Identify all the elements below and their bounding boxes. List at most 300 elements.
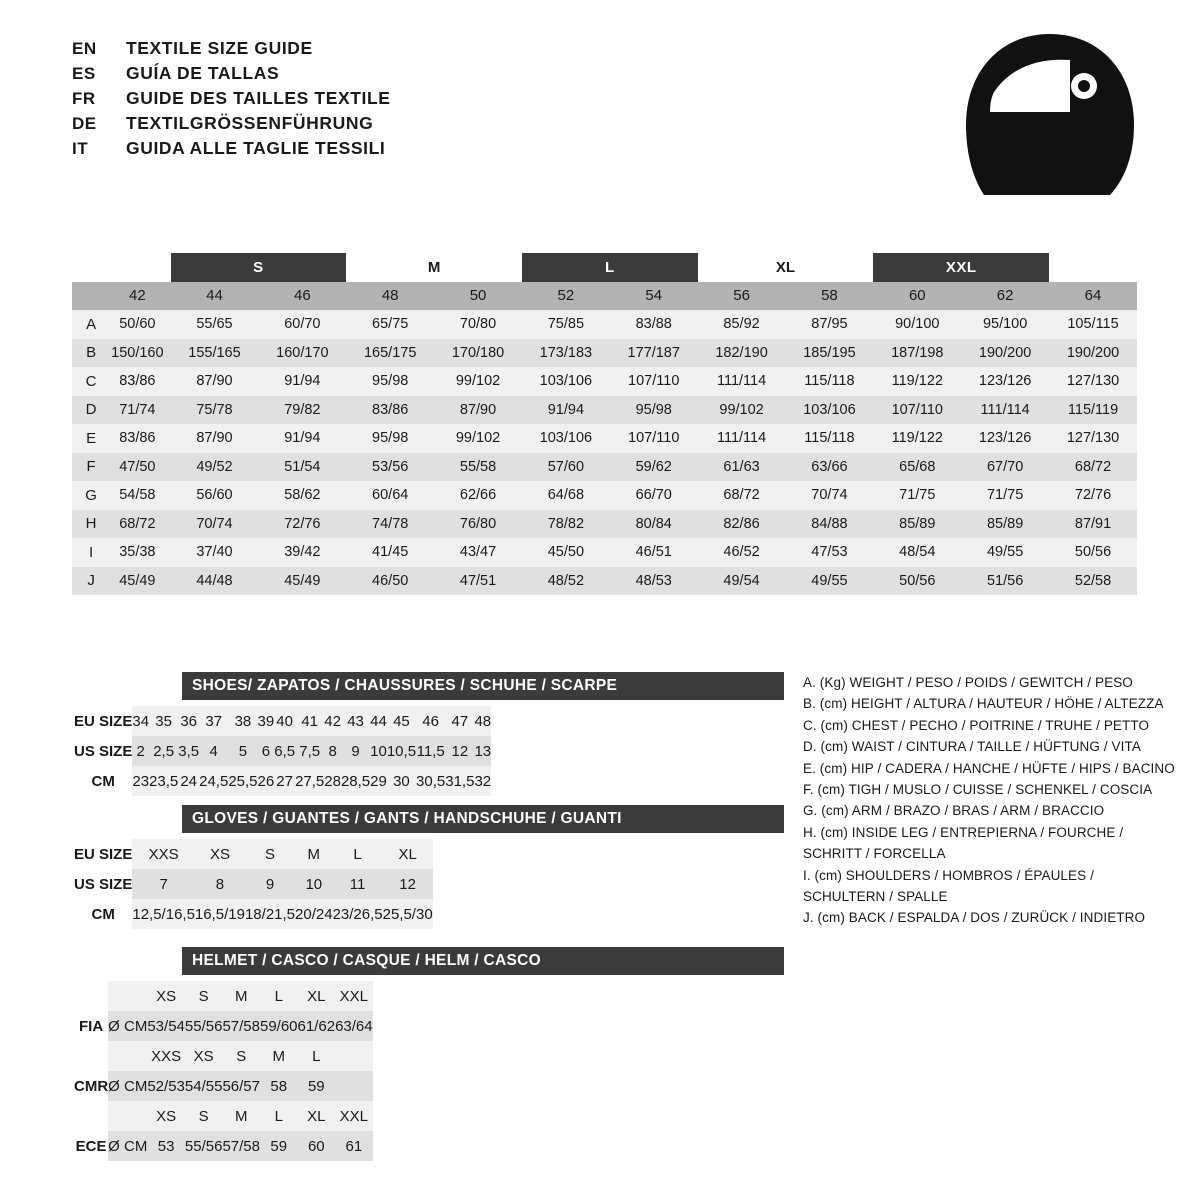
row-label-a: A	[86, 315, 97, 333]
cell: 7	[159, 875, 168, 893]
cell: 107/110	[891, 401, 943, 418]
cell: 25,5/30	[382, 905, 433, 923]
textile-size-table	[72, 253, 1137, 595]
size-col-64: 64	[1049, 282, 1137, 311]
shoes-row-label-cm: CM	[72, 766, 132, 796]
cell: 24,5	[199, 772, 229, 790]
cell: 43	[347, 712, 364, 730]
cell: 18/21,5	[244, 905, 296, 923]
cell: 70/74	[811, 487, 848, 504]
table-row	[72, 510, 1137, 539]
cell: 51/56	[986, 572, 1024, 589]
cell: 103/106	[803, 401, 856, 418]
cell: 55/56	[184, 1017, 223, 1035]
lang-code-de: DE	[72, 114, 97, 133]
cell: 187/198	[891, 344, 944, 361]
cell: 115/118	[804, 373, 855, 390]
cell: 35/38	[119, 544, 156, 561]
cell: 30,5	[416, 772, 446, 790]
cell: M	[307, 845, 321, 863]
header-row-fr	[72, 88, 391, 113]
header-title-it: GUIDA ALLE TAGLIE TESSILI	[126, 138, 386, 158]
cell: 177/187	[627, 344, 680, 361]
cell: 38	[234, 712, 252, 730]
cell: 60/70	[284, 316, 321, 333]
cell: 10,5	[386, 742, 417, 760]
cell: XS	[156, 987, 177, 1005]
cell: 57/60	[547, 458, 585, 475]
cell: 173/183	[539, 344, 593, 361]
cell: 74/78	[372, 515, 409, 532]
cell: 39	[257, 712, 275, 730]
legend-line-b: B. (cm) HEIGHT / ALTURA / HAUTEUR / HÖHE / ALTEZZA	[803, 696, 1164, 712]
table-row	[72, 869, 433, 899]
header-title-de: TEXTILGRÖSSENFÜHRUNG	[126, 113, 374, 133]
cell: 24	[180, 772, 198, 790]
cell: XXL	[339, 987, 369, 1005]
cell: 65/68	[899, 458, 936, 475]
cell: 105/115	[1067, 316, 1119, 333]
size-col-50: 50	[434, 282, 522, 311]
cell: 71/75	[899, 487, 936, 504]
cell: L	[274, 987, 283, 1005]
cell: 27	[276, 772, 293, 790]
cell: 59/62	[635, 458, 672, 475]
cell: 53/54	[147, 1017, 185, 1035]
cell: 190/200	[978, 344, 1032, 361]
cell: 8	[328, 742, 337, 760]
band-xl: XL	[698, 253, 874, 282]
header-row-es	[72, 63, 391, 88]
cell: 107/110	[628, 373, 680, 390]
cell: 61	[345, 1137, 363, 1155]
cell: 61/62	[297, 1017, 336, 1035]
cell: 70/80	[459, 316, 497, 333]
cell: 10	[370, 742, 387, 760]
table-row	[72, 424, 1137, 453]
cell: XL	[307, 1107, 326, 1125]
cell: 103/106	[539, 430, 593, 447]
legend-line-a: A. (Kg) WEIGHT / PESO / POIDS / GEWITCH / PESO	[803, 675, 1133, 690]
cell: 45/50	[547, 544, 585, 561]
header-row-en	[72, 38, 391, 63]
lang-code-es: ES	[72, 64, 96, 83]
cell: 46/51	[635, 544, 672, 561]
cell: 30	[393, 772, 410, 790]
cell: 85/92	[723, 316, 760, 333]
band-m: M	[346, 253, 522, 282]
cell: 75/85	[547, 316, 585, 333]
cell: 103/106	[539, 373, 593, 390]
cell: 48/53	[635, 572, 672, 589]
helmet-icon	[960, 30, 1140, 205]
size-band-row	[72, 253, 1137, 282]
cell: L	[353, 845, 362, 863]
cell: 16,5/19	[194, 905, 245, 923]
cell: 50/60	[119, 316, 156, 333]
shoes-row-label-us: US SIZE	[72, 736, 132, 766]
cell: 115/118	[804, 430, 855, 447]
cell: 46/50	[372, 572, 409, 589]
cell: 37	[205, 712, 223, 730]
size-col-48: 48	[346, 282, 434, 311]
cell: 63/66	[811, 458, 848, 475]
shoes-row-label-eu: EU SIZE	[72, 706, 132, 736]
cell: 72/76	[1074, 487, 1112, 504]
cell: 165/175	[363, 344, 417, 361]
cell: 99/102	[719, 401, 764, 418]
legend-line-h-cont: SCHRITT / FORCELLA	[803, 846, 946, 862]
row-label-j: J	[87, 572, 95, 590]
header-row-it	[72, 138, 391, 163]
row-label-i: I	[88, 543, 94, 561]
band-xxl: XXL	[873, 253, 1049, 282]
header	[72, 38, 391, 163]
cell: 67/70	[986, 458, 1024, 475]
cell: 115/119	[1067, 401, 1119, 418]
table-row	[72, 396, 1137, 425]
legend-line-i: I. (cm) SHOULDERS / HOMBROS / ÉPAULES /	[803, 867, 1094, 883]
table-row	[72, 481, 1137, 510]
cell: 87/90	[196, 373, 233, 390]
cell: 85/89	[899, 515, 936, 532]
cell: 23	[132, 772, 150, 790]
table-row	[72, 367, 1137, 396]
cell: S	[198, 987, 209, 1005]
cell: 23,5	[149, 772, 179, 790]
cell: 70/74	[196, 515, 233, 532]
cell: 52/53	[147, 1077, 185, 1095]
cell: 41/45	[372, 544, 409, 561]
header-row-de	[72, 113, 391, 138]
cell: L	[274, 1107, 283, 1125]
cell: 56/60	[196, 487, 233, 504]
cell: 29	[370, 772, 387, 790]
cell: 2	[136, 742, 145, 760]
table-row	[72, 453, 1137, 482]
cell: 68/72	[1074, 458, 1112, 475]
header-title-es: GUÍA DE TALLAS	[126, 63, 280, 83]
cell: M	[234, 987, 248, 1005]
cell: 60/64	[372, 487, 409, 504]
cell: 87/91	[1074, 515, 1112, 532]
table-row	[72, 899, 433, 929]
cell: 49/54	[723, 572, 760, 589]
cell: 84/88	[811, 515, 848, 532]
cell: 12	[399, 875, 416, 893]
cell: 182/190	[715, 344, 768, 361]
gloves-row-label-us: US SIZE	[72, 869, 132, 899]
helmet-row-label-ece: ECE	[72, 1131, 108, 1161]
cell: S	[198, 1107, 209, 1125]
row-label-e: E	[86, 429, 97, 447]
table-row	[72, 706, 491, 736]
table-row	[72, 1131, 373, 1161]
cell: 82/86	[723, 515, 760, 532]
band-blank-42	[104, 253, 170, 282]
table-row	[72, 1011, 373, 1041]
shoes-table	[72, 706, 491, 796]
size-col-44: 44	[171, 282, 259, 311]
row-label-d: D	[85, 401, 97, 419]
cell: 150/160	[111, 344, 164, 361]
cell: Ø CM	[108, 1017, 148, 1035]
cell: 119/122	[891, 373, 943, 390]
cell: 48/52	[547, 572, 585, 589]
cell: 48/54	[899, 544, 936, 561]
cell: 111/114	[716, 373, 767, 390]
cell: 54/55	[184, 1077, 223, 1095]
cell: 48	[474, 712, 492, 730]
cell: 79/82	[284, 401, 321, 418]
cell: 7,5	[299, 742, 321, 760]
table-row	[72, 766, 491, 796]
header-title-en: TEXTILE SIZE GUIDE	[126, 38, 313, 58]
cell: 127/130	[1066, 373, 1120, 390]
cell: 59/60	[259, 1017, 298, 1035]
cell: 55/58	[459, 458, 497, 475]
cell: 60	[307, 1137, 325, 1155]
cell: 55/56	[184, 1137, 223, 1155]
cell: 47/50	[119, 458, 156, 475]
cell: 95/98	[372, 373, 409, 390]
legend-line-c: C. (cm) CHEST / PECHO / POITRINE / TRUHE / PETTO	[803, 717, 1150, 733]
cell: 9	[265, 875, 275, 893]
cell: XL	[398, 845, 417, 863]
cell: 66/70	[635, 487, 672, 504]
cell: 68/72	[119, 515, 156, 532]
size-col-54: 54	[610, 282, 698, 311]
cell: 26	[257, 772, 275, 790]
cell: 58/62	[284, 487, 321, 504]
cell: 25,5	[228, 772, 258, 790]
cell: XS	[193, 1047, 214, 1065]
gloves-row-label-eu: EU SIZE	[72, 839, 132, 869]
cell: 47/51	[459, 572, 497, 589]
row-label-b: B	[86, 344, 97, 362]
cell: 34	[132, 712, 150, 730]
cell: 5	[238, 742, 248, 760]
cell: 57/58	[222, 1017, 260, 1035]
band-l: L	[522, 253, 698, 282]
cell: 78/82	[547, 515, 585, 532]
row-label-c: C	[85, 372, 97, 390]
cell: 12	[451, 742, 469, 760]
cell: XL	[307, 987, 326, 1005]
cell: 83/88	[635, 316, 672, 333]
cell: 95/98	[372, 430, 409, 447]
cell: 52/58	[1074, 572, 1112, 589]
row-label-g: G	[85, 486, 97, 504]
legend-line-f: F. (cm) TIGH / MUSLO / CUISSE / SCHENKEL / COSCIA	[803, 782, 1153, 798]
helmet-table	[72, 981, 373, 1161]
table-row	[72, 1041, 373, 1071]
legend-line-j: J. (cm) BACK / ESPALDA / DOS / ZURÜCK / INDIETRO	[803, 910, 1146, 926]
cell: 87/90	[459, 401, 497, 418]
cell: 91/94	[284, 373, 321, 390]
cell: 56/57	[222, 1077, 260, 1095]
cell: 85/89	[986, 515, 1024, 532]
cell: 23/26,5	[332, 905, 383, 923]
lang-code-fr: FR	[72, 89, 96, 108]
gloves-row-label-cm: CM	[72, 899, 132, 929]
cell: 42	[324, 712, 341, 730]
legend-line-i-cont: SCHULTERN / SPALLE	[803, 889, 948, 905]
cell: 32	[474, 772, 492, 790]
cell: 41	[301, 712, 318, 730]
cell: 90/100	[895, 316, 940, 333]
cell: 63/64	[335, 1017, 373, 1035]
lang-code-it: IT	[72, 139, 89, 158]
table-row	[72, 1071, 373, 1101]
cell: Ø CM	[108, 1137, 148, 1155]
size-col-42: 42	[104, 282, 170, 311]
helmet-row-label-cmr: CMR	[72, 1071, 108, 1101]
cell: 83/86	[119, 430, 156, 447]
measurement-legend	[803, 672, 1183, 929]
helmet-title: HELMET / CASCO / CASQUE / HELM / CASCO	[182, 947, 784, 975]
cell: 13	[474, 742, 492, 760]
cell: 46/52	[723, 544, 760, 561]
cell: 95/100	[982, 316, 1028, 333]
cell: 9	[351, 742, 360, 760]
cell: 99/102	[455, 430, 501, 447]
cell: 44	[370, 712, 387, 730]
cell: 87/90	[196, 430, 233, 447]
cell: 160/170	[276, 344, 329, 361]
cell: 119/122	[891, 430, 943, 447]
table-row	[72, 339, 1137, 368]
cell: 11,5	[416, 742, 445, 760]
cell: 28,5	[340, 772, 371, 790]
cell: 11	[349, 875, 366, 893]
cell: 95/98	[635, 401, 672, 418]
cell: 47/53	[811, 544, 848, 561]
table-row	[72, 538, 1137, 567]
cell: 27,5	[295, 772, 325, 790]
table-row	[72, 839, 433, 869]
cell: 49/52	[196, 458, 233, 475]
cell: S	[264, 845, 275, 863]
cell: M	[272, 1047, 285, 1065]
helmet-row-label-fia: FIA	[72, 1011, 108, 1041]
cell: 53	[157, 1137, 175, 1155]
cell: 20/24	[295, 905, 333, 923]
cell: 99/102	[455, 373, 501, 390]
legend-line-d: D. (cm) WAIST / CINTURA / TAILLE / HÜFTUNG / VITA	[803, 739, 1141, 755]
cell: 83/86	[372, 401, 409, 418]
cell: 53/56	[372, 458, 409, 475]
cell: 54/58	[119, 487, 156, 504]
numeric-header-row	[72, 282, 1137, 311]
cell: 71/74	[119, 401, 156, 418]
cell: 35	[155, 712, 172, 730]
legend-line-g: G. (cm) ARM / BRAZO / BRAS / ARM / BRACCIO	[803, 803, 1105, 819]
cell: 45/49	[119, 572, 156, 589]
cell: 50/56	[899, 572, 936, 589]
cell: 37/40	[196, 544, 233, 561]
cell: 111/114	[716, 430, 767, 447]
cell: M	[234, 1107, 248, 1125]
cell: 6,5	[274, 742, 296, 760]
cell: 111/114	[980, 401, 1030, 418]
cell: 170/180	[451, 344, 505, 361]
cell: 58	[270, 1077, 288, 1095]
cell	[335, 1071, 373, 1101]
cell: 45/49	[284, 572, 321, 589]
cell: 43/47	[459, 544, 497, 561]
cell: 123/126	[978, 373, 1032, 390]
cell: 55/65	[196, 316, 233, 333]
cell: 91/94	[284, 430, 321, 447]
cell: 71/75	[986, 487, 1024, 504]
cell: 50/56	[1074, 544, 1112, 561]
cell: 39/42	[284, 544, 321, 561]
gloves-title: GLOVES / GUANTES / GANTS / HANDSCHUHE / GUANTI	[182, 805, 784, 833]
cell: 45	[393, 712, 410, 730]
cell: 64/68	[547, 487, 585, 504]
lang-code-en: EN	[72, 39, 97, 58]
cell: 59	[270, 1137, 288, 1155]
cell: 49/55	[986, 544, 1024, 561]
size-col-60: 60	[873, 282, 961, 311]
cell: 76/80	[459, 515, 497, 532]
table-row	[72, 1101, 373, 1131]
size-col-58: 58	[786, 282, 874, 311]
table-row	[72, 567, 1137, 596]
cell: 28	[324, 772, 341, 790]
cell: 87/95	[811, 316, 848, 333]
cell: L	[312, 1047, 321, 1065]
cell: XXS	[148, 845, 179, 863]
band-blank-64	[1049, 253, 1137, 282]
cell: XS	[156, 1107, 177, 1125]
cell: 75/78	[196, 401, 233, 418]
cell: 185/195	[803, 344, 856, 361]
cell: 57/58	[222, 1137, 260, 1155]
cell: 80/84	[635, 515, 672, 532]
cell: 190/200	[1066, 344, 1120, 361]
legend-line-e: E. (cm) HIP / CADERA / HANCHE / HÜFTE / HIPS / BACINO	[803, 760, 1175, 776]
size-col-62: 62	[961, 282, 1049, 311]
cell: 72/76	[284, 515, 321, 532]
cell: 47	[451, 712, 469, 730]
header-title-fr: GUIDE DES TAILLES TEXTILE	[126, 88, 391, 108]
cell: 46	[422, 712, 439, 730]
cell: 91/94	[547, 401, 585, 418]
cell: S	[236, 1047, 247, 1065]
cell: 8	[215, 875, 225, 893]
table-row	[72, 736, 491, 766]
size-col-46: 46	[258, 282, 346, 311]
cell: XS	[209, 845, 230, 863]
cell: 3,5	[178, 742, 200, 760]
cell: 44/48	[196, 572, 233, 589]
cell: 10	[305, 875, 323, 893]
legend-line-h: H. (cm) INSIDE LEG / ENTREPIERNA / FOURCHE /	[803, 824, 1124, 840]
cell: 51/54	[284, 458, 321, 475]
cell: 61/63	[723, 458, 760, 475]
cell: 62/66	[459, 487, 497, 504]
cell: 40	[276, 712, 293, 730]
cell: 83/86	[119, 373, 156, 390]
cell: 49/55	[811, 572, 848, 589]
cell: 107/110	[628, 430, 680, 447]
shoes-title: SHOES/ ZAPATOS / CHAUSSURES / SCHUHE / SCARPE	[182, 672, 784, 700]
cell: 127/130	[1066, 430, 1120, 447]
band-s: S	[171, 253, 347, 282]
size-col-56: 56	[698, 282, 786, 311]
